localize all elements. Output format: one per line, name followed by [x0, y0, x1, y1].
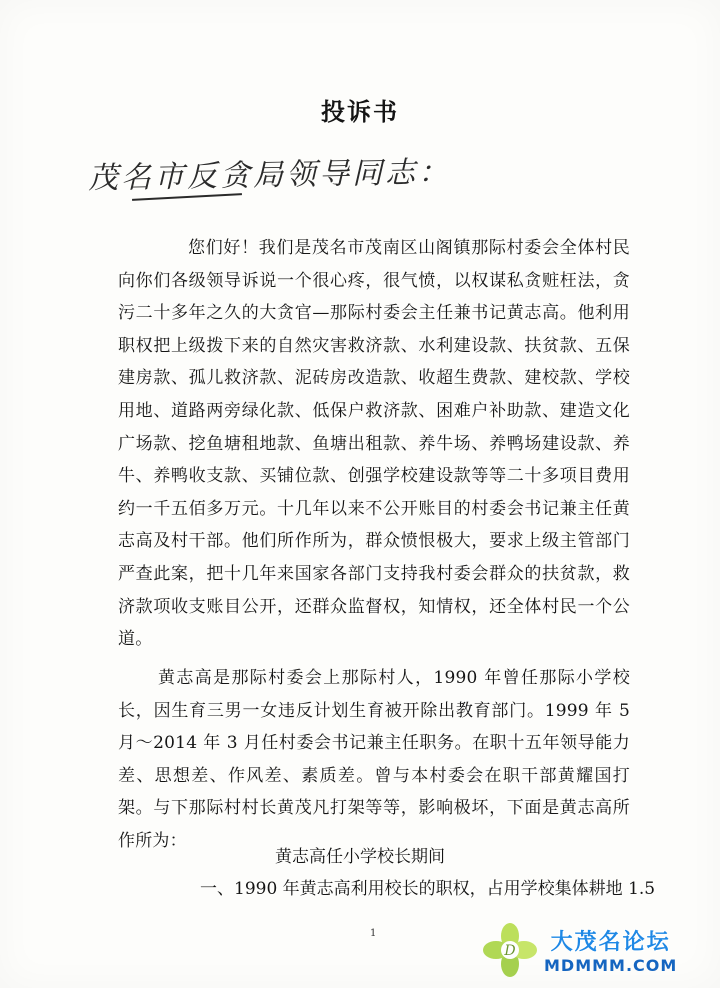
list-item-1: 一、1990 年黄志高利用校长的职权，占用学校集体耕地 1.5 [200, 879, 656, 899]
svg-text:D: D [504, 943, 516, 959]
section-subheading: 黄志高任小学校长期间 [275, 847, 445, 867]
watermark-url[interactable]: MDMMM.COM [544, 956, 678, 975]
site-watermark[interactable] [482, 918, 712, 982]
flower-logo-icon [482, 922, 538, 978]
watermark-name[interactable]: 大茂名论坛 [550, 930, 671, 955]
page-number: 1 [370, 928, 377, 939]
paragraph-1: 您们好！我们是茂名市茂南区山阁镇那际村委会全体村民向你们各级领导诉说一个很心疼，很气愤，以权谋私贪赃枉法，贪污二十多年之久的大贪官—那际村委会主任兼书记黄志高。他利用职权把上级拨下来的自然灾害救济款、水利建设款、扶贫款、五保建房款、孤儿救济款、泥砖房改造款、收超生费款、建校款、学校用地、道路两旁绿化款、低保户救济款、困难户补助款、建造文化广场款、挖鱼塘租地款、鱼塘出租款、养牛场、养鸭场建设款、养牛、养鸭收支款、买铺位款、创强学校建设款等等二十多项目费用约一千五佰多万元。十几年以来不公开账目的村委会书记兼主任黄志高及村干部。他们所作所为，群众愤恨极大，要求上级主管部门严查此案，把十几年来国家各部门支持我村委会群众的扶贫款，救济款项收支账目公开，还群众监督权，知情权，还全体村民一个公道。 [118, 238, 630, 650]
document-title: 投诉书 [321, 97, 399, 126]
paragraph-2: 黄志高是那际村委会上那际村人，1990 年曾任那际小学校长，因生育三男一女违反计划生育被开除出教育部门。1999 年 5 月～2014 年 3 月任村委会书记兼主任职务。在职十五年领导能力差、思想差、作风差、素质差。曾与本村委会在职干部黄耀国打架。与下那际村村长黄茂凡打架等等，影响极坏，下面是黄志高所作所为： [118, 668, 630, 851]
handwritten-salutation: 茂名市反贪局领导同志： [87, 154, 452, 197]
